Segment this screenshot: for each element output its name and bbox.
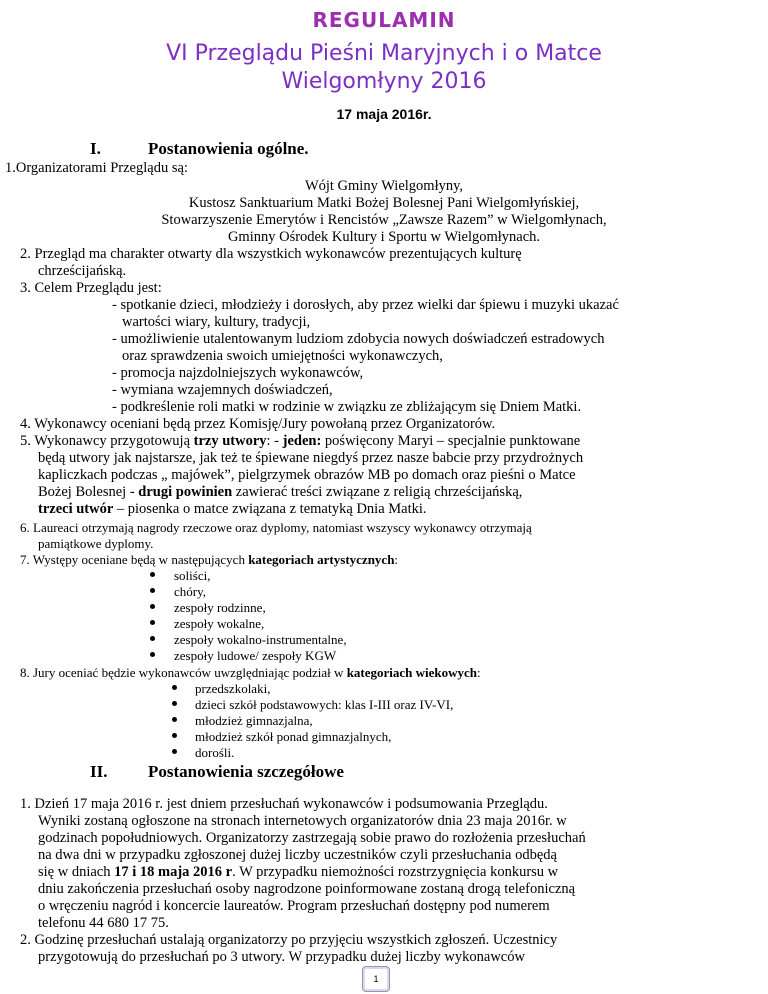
para-5-text3: poświęcony Maryi – specjalnie punktowane [321,433,581,449]
section1-heading [90,139,309,159]
s2-line-5 [38,864,558,881]
para-3: 3. Celem Przeglądu jest: [20,280,162,296]
para-5-text1: 5. Wykonawcy przygotowują [20,433,194,449]
s2-line-10: przygotowują do przesłuchań po 3 utwory. W przypadku dużej liczby wykonawców [38,949,525,965]
bullet-icon [150,588,155,593]
s2-line-5-text1: się w dniach [38,864,115,880]
para-7-text2: : [394,552,399,567]
goal-3: - promocja najzdolniejszych wykonawców, [112,365,364,381]
para-2-line2: chrześcijańską. [38,263,127,279]
bullet-icon [150,652,155,657]
para-5-line4-text2: zawierać treści związane z religią chrześcijańską, [232,484,523,500]
organizer-2: Kustosz Sanktuarium Matki Bożej Bolesnej Pani Wielgomłyńskiej, [188,195,580,211]
bullet-icon [150,572,155,577]
art-category-1: soliści, [174,568,211,583]
goal-1: - spotkanie dzieci, młodzieży i dorosłych, aby przez wielki dar śpiewu i muzyki ukazać [112,297,619,313]
para-5-line5-bold: trzeci utwór [38,501,114,517]
bullet-icon [172,717,177,722]
goal-2: - umożliwienie utalentowanym ludziom zdobycia nowych doświadczeń estradowych [112,331,605,347]
title-regulamin: REGULAMIN [312,8,456,32]
bullet-icon [150,604,155,609]
title-event [0,40,768,96]
goal-2-cont: oraz sprawdzenia swoich umiejętności wykonawczych, [122,348,443,364]
bullet-icon [172,733,177,738]
event-date: 17 maja 2016r. [336,106,432,122]
para-5-line5-text: – piosenka o matce związana z tematyką Dnia Matki. [113,501,427,517]
bullet-icon [150,636,155,641]
para-5-line1 [20,433,580,450]
art-category-6: zespoły ludowe/ zespoły KGW [174,648,337,663]
page-number: 1 [362,966,390,992]
para-5-text2: : - [266,433,283,449]
age-category-5: dorośli. [195,745,235,760]
para-8-text1: 8. Jury oceniać będzie wykonawców uwzględniając podział w [20,665,347,680]
section2-title: Postanowienia szczegółowe [148,762,344,781]
s2-line-3: godzinach popołudniowych. Organizatorzy zastrzegają sobie prawo do rozłożenia przesłuchań [38,830,586,846]
s2-line-4: na dwa dni w przypadku zgłoszonej dużej liczby uczestników czyli przesłuchania odbędą [38,847,557,863]
s2-line-7: o wręczeniu nagród i koncercie laureatów. Program przesłuchań dostępny pod numerem [38,898,550,914]
s2-line-5-bold: 17 i 18 maja 2016 r [114,864,233,880]
s2-line-9: 2. Godzinę przesłuchań ustalają organizatorzy po przyjęciu wszystkich zgłoszeń. Uczestnicy [20,932,558,948]
para-7-bold: kategoriach artystycznych [248,552,395,567]
s2-line-2: Wyniki zostaną ogłoszone na stronach internetowych organizatorów dnia 23 maja 2016r. w [38,813,567,829]
goal-5: - podkreślenie roli matki w rodzinie w związku ze zbliżającym się Dniem Matki. [112,399,582,415]
para-5-line5 [38,501,427,518]
art-category-2: chóry, [174,584,207,599]
title-event-line2: Wielgomłyny 2016 [281,69,487,94]
goal-1-cont: wartości wiary, kultury, tradycji, [122,314,311,330]
title-event-line1: VI Przeglądu Pieśni Maryjnych i o Matce [166,41,602,66]
para-5-line2: będą utwory jak najstarsze, jak też te śpiewane niegdyś przez nasze babcie przy przydrożnych [38,450,584,466]
bullet-icon [172,749,177,754]
para-5-line3: kapliczkach podczas „ majówek”, pielgrzymek obrazów MB po domach oraz pieśni o Matce [38,467,576,483]
section1-title: Postanowienia ogólne. [148,139,309,158]
section1-number: I. [90,139,101,158]
para-2-line1: 2. Przegląd ma charakter otwarty dla wszystkich wykonawców prezentujących kulturę [20,246,522,262]
para-5-line4-text1: Bożej Bolesnej - [38,484,139,500]
para-4: 4. Wykonawcy oceniani będą przez Komisję/Jury powołaną przez Organizatorów. [20,416,496,432]
age-category-4: młodzież szkół ponad gimnazjalnych, [195,729,392,744]
s2-line-1: 1. Dzień 17 maja 2016 r. jest dniem przesłuchań wykonawców i podsumowania Przeglądu. [20,796,548,812]
para-6-line2: pamiątkowe dyplomy. [38,536,154,551]
para-8-text2: : [477,665,481,680]
art-category-3: zespoły rodzinne, [174,600,266,615]
para-5-bold1: trzy utwory [193,433,267,449]
age-category-3: młodzież gimnazjalna, [195,713,313,728]
age-category-1: przedszkolaki, [195,681,271,696]
para-8 [20,664,481,681]
para-5-bold2: jeden: [282,433,322,449]
organizer-3: Stowarzyszenie Emerytów i Rencistów „Zawsze Razem” w Wielgomłynach, [161,212,607,228]
s2-line-5-text2: . W przypadku niemożności rozstrzygnięcia konkursu w [232,864,559,880]
section2-heading [90,762,344,782]
section2-number: II. [90,762,108,781]
organizer-1: Wójt Gminy Wielgomłyny, [304,178,464,194]
para-5-line4 [38,484,522,501]
goal-4: - wymiana wzajemnych doświadczeń, [112,382,333,398]
bullet-icon [150,620,155,625]
para-7 [20,551,398,568]
para-1: 1.Organizatorami Przeglądu są: [5,160,188,176]
para-8-bold: kategoriach wiekowych [346,665,478,680]
organizer-4: Gminny Ośrodek Kultury i Sportu w Wielgomłynach. [227,229,541,245]
para-5-line4-bold: drugi powinien [138,484,233,500]
para-6-line1: 6. Laureaci otrzymają nagrody rzeczowe oraz dyplomy, natomiast wszyscy wykonawcy otrzymają [20,520,532,535]
art-category-4: zespoły wokalne, [174,616,265,631]
age-category-2: dzieci szkół podstawowych: klas I-III oraz IV-VI, [195,697,454,712]
art-category-5: zespoły wokalno-instrumentalne, [174,632,347,647]
s2-line-8: telefonu 44 680 17 75. [38,915,169,931]
s2-line-6: dniu zakończenia przesłuchań osoby nagrodzone poinformowane zostaną drogą telefoniczną [38,881,576,897]
para-7-text1: 7. Występy oceniane będą w następujących [20,552,249,567]
bullet-icon [172,701,177,706]
bullet-icon [172,685,177,690]
